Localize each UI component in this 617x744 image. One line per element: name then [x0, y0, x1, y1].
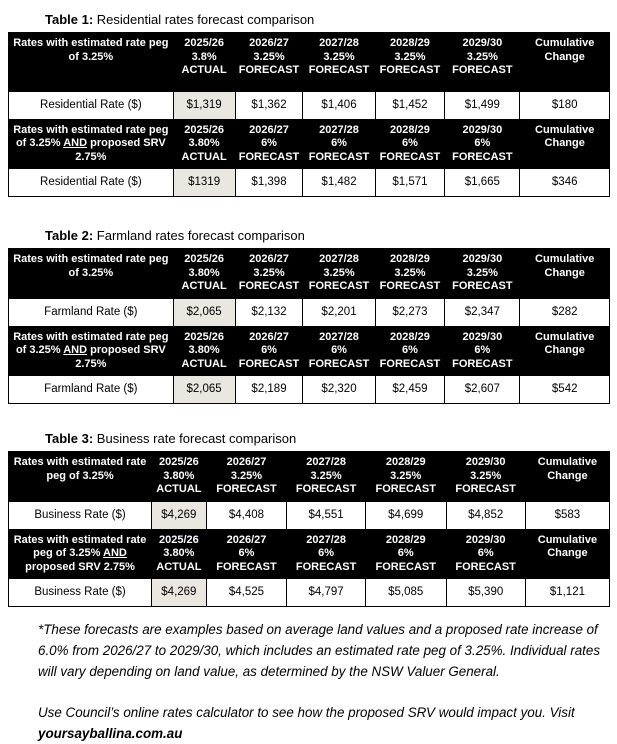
criteria-and: AND [103, 547, 127, 559]
year-period: 2027/28 [319, 253, 359, 265]
year-kind: FORECAST [379, 150, 441, 163]
year-period: 2027/28 [319, 37, 359, 49]
row-label-cell: Business Rate ($) [9, 501, 152, 529]
year-period: 2027/28 [319, 330, 359, 343]
row-label-cell: Residential Rate ($) [9, 169, 174, 197]
rate-value-cell-actual: $1319 [173, 169, 235, 197]
rate-value-cell: $2,189 [235, 376, 303, 404]
criteria-text: Rates with estimated rate peg of 3.25% [13, 123, 169, 149]
year-period: 2025/26 [158, 456, 199, 468]
year-period: 2025/26 [184, 123, 224, 136]
year-header-cell [375, 33, 445, 92]
year-header-cell [235, 33, 303, 92]
year-header-cell [173, 33, 235, 92]
year-rate: 6% [474, 137, 491, 149]
rate-value-cell: $4,551 [287, 501, 366, 529]
year-kind: ACTUAL [181, 280, 227, 292]
table-3-title [45, 431, 617, 447]
year-header-cell [235, 119, 303, 169]
year-period: 2029/30 [465, 533, 506, 546]
rate-value-cell: $4,699 [365, 501, 446, 529]
year-kind: FORECAST [238, 357, 300, 370]
table-3-title-text: Business rate forecast comparison [96, 431, 297, 446]
cumulative-value-cell: $1,121 [525, 579, 609, 607]
rate-value-cell-actual: $2,065 [173, 376, 235, 404]
criteria-header-cell [9, 326, 174, 376]
year-period: 2025/26 [184, 330, 224, 343]
year-kind: FORECAST [238, 280, 300, 292]
year-kind: FORECAST [379, 64, 441, 76]
year-rate: 3.25% [466, 266, 498, 279]
year-header-cell [375, 326, 445, 376]
rate-value-cell: $4,852 [446, 501, 525, 529]
year-period: 2028/29 [390, 123, 430, 136]
rate-value-cell: $2,459 [375, 376, 445, 404]
year-rate: 3.25% [390, 469, 422, 482]
year-period: 2026/27 [249, 123, 289, 136]
rate-value-cell-actual: $4,269 [152, 501, 207, 529]
year-kind: FORECAST [379, 357, 441, 370]
year-kind: FORECAST [455, 483, 516, 495]
year-rate: 3.80% [163, 469, 195, 482]
business-srv-data-row [9, 579, 610, 607]
residential-peg-data-row [9, 91, 610, 119]
table-1-title-text: Residential rates forecast comparison [96, 12, 315, 27]
year-header-cell [446, 529, 525, 579]
year-rate: 3.80% [188, 344, 220, 356]
year-kind: ACTUAL [181, 357, 227, 370]
year-period: 2028/29 [385, 456, 426, 468]
cumulative-header-cell: Cumulative Change [520, 33, 610, 92]
year-header-cell [445, 119, 520, 169]
year-header-cell [206, 452, 287, 502]
row-label-cell: Farmland Rate ($) [9, 298, 174, 326]
year-period: 2029/30 [462, 330, 503, 343]
year-rate: 3.80% [163, 547, 195, 559]
document-page [0, 12, 617, 741]
rate-value-cell: $1,571 [375, 169, 445, 197]
rate-value-cell: $1,452 [375, 91, 445, 119]
year-period: 2029/30 [462, 123, 503, 136]
year-period: 2025/26 [184, 253, 224, 265]
business-peg-header-row [9, 452, 610, 502]
criteria-header-cell [9, 33, 174, 92]
year-kind: ACTUAL [156, 560, 202, 573]
year-kind: FORECAST [308, 280, 370, 292]
year-kind: ACTUAL [181, 150, 227, 163]
year-kind: ACTUAL [156, 483, 202, 495]
year-rate: 3.25% [253, 50, 285, 63]
year-kind: FORECAST [308, 357, 370, 370]
year-kind: FORECAST [375, 560, 436, 573]
year-rate: 3.25% [394, 266, 426, 279]
year-header-cell [445, 249, 520, 299]
year-header-cell [375, 249, 445, 299]
cumulative-value-cell: $180 [520, 91, 610, 119]
year-period: 2027/28 [306, 456, 346, 468]
criteria-text: Rates with estimated rate peg of 3.25% [13, 253, 169, 279]
year-kind: FORECAST [295, 560, 357, 573]
table-2-title-text: Farmland rates forecast comparison [96, 228, 305, 243]
year-kind: FORECAST [455, 560, 516, 573]
rate-value-cell: $1,362 [235, 91, 303, 119]
year-header-cell [303, 119, 375, 169]
year-header-cell [173, 119, 235, 169]
cumulative-value-cell: $282 [520, 298, 610, 326]
year-kind: FORECAST [308, 64, 370, 76]
year-period: 2025/26 [158, 533, 199, 546]
year-kind: FORECAST [216, 483, 277, 495]
cta-sentence: Use Council’s online rates calculator to see how the proposed SRV would impact you. Visit [38, 705, 575, 720]
year-period: 2026/27 [249, 253, 289, 265]
year-kind: FORECAST [452, 64, 513, 76]
business-peg-data-row [9, 501, 610, 529]
year-header-cell [287, 452, 366, 502]
cumulative-value-cell: $583 [525, 501, 609, 529]
year-header-cell [365, 452, 446, 502]
year-rate: 6% [477, 547, 494, 559]
row-label-cell: Farmland Rate ($) [9, 376, 174, 404]
criteria-header-cell [9, 529, 152, 579]
residential-srv-header-row [9, 119, 610, 169]
rate-value-cell: $1,398 [235, 169, 303, 197]
year-period: 2026/27 [226, 533, 267, 546]
criteria-text: Rates with estimated rate peg of 3.25% [13, 456, 147, 482]
year-header-cell [235, 326, 303, 376]
rate-value-cell-actual: $1,319 [173, 91, 235, 119]
year-period: 2026/27 [226, 456, 267, 468]
criteria-header-cell [9, 249, 174, 299]
rate-value-cell: $2,132 [235, 298, 303, 326]
cumulative-value-cell: $542 [520, 376, 610, 404]
cta-link[interactable]: yoursayballina.com.au [38, 726, 183, 741]
row-label-cell: Business Rate ($) [9, 579, 152, 607]
year-kind: FORECAST [238, 64, 300, 76]
farmland-srv-header-row [9, 326, 610, 376]
year-kind: FORECAST [379, 280, 441, 292]
year-period: 2028/29 [385, 533, 426, 546]
year-period: 2029/30 [462, 253, 503, 265]
year-rate: 3.25% [323, 50, 355, 63]
year-rate: 3.25% [310, 469, 342, 482]
calculator-cta [38, 702, 603, 744]
rate-value-cell: $2,607 [445, 376, 520, 404]
business-srv-header-row [9, 529, 610, 579]
year-period: 2029/30 [462, 37, 503, 49]
rate-value-cell: $2,320 [303, 376, 375, 404]
rate-value-cell: $5,390 [446, 579, 525, 607]
year-rate: 6% [261, 344, 277, 356]
criteria-header-cell [9, 119, 174, 169]
year-kind: FORECAST [308, 150, 370, 163]
rate-value-cell: $1,482 [303, 169, 375, 197]
criteria-and: AND [63, 137, 88, 149]
residential-rates-table [8, 32, 610, 197]
table-1-title-label: Table 1: [45, 12, 94, 27]
year-rate: 3.25% [466, 50, 498, 63]
table-2-title-label: Table 2: [45, 228, 94, 243]
year-header-cell [173, 326, 235, 376]
year-kind: ACTUAL [181, 64, 227, 76]
year-rate: 3.80% [188, 266, 220, 279]
year-kind: FORECAST [375, 483, 436, 495]
business-rates-table [8, 451, 610, 607]
year-rate: 3.25% [253, 266, 285, 279]
rate-value-cell: $2,347 [445, 298, 520, 326]
rate-value-cell: $5,085 [365, 579, 446, 607]
year-period: 2028/29 [390, 37, 430, 49]
year-kind: FORECAST [452, 150, 513, 163]
year-rate: 3.25% [323, 266, 355, 279]
year-period: 2025/26 [184, 37, 224, 49]
year-period: 2027/28 [306, 533, 346, 546]
criteria-text: Rates with estimated rate peg of 3.25% [13, 37, 169, 63]
year-period: 2027/28 [319, 123, 359, 136]
year-kind: FORECAST [295, 483, 357, 495]
year-rate: 6% [261, 137, 277, 149]
year-header-cell [152, 452, 207, 502]
farmland-rates-table [8, 248, 610, 404]
year-rate: 6% [397, 547, 414, 559]
forecast-footnote: *These forecasts are examples based on average land values and a proposed rate increase of 6.0% from 2026/27 to 2029/30, which includes an estimated rate peg of 3.25%. Individual rates will vary depending on land value, as determined by the NSW Valuer General. [38, 622, 601, 679]
year-header-cell [445, 326, 520, 376]
year-header-cell [206, 529, 287, 579]
rate-value-cell: $2,273 [375, 298, 445, 326]
rate-value-cell: $1,499 [445, 91, 520, 119]
year-header-cell [235, 249, 303, 299]
year-rate: 3.25% [230, 469, 263, 482]
table-1-title [45, 12, 617, 28]
rate-value-cell: $2,201 [303, 298, 375, 326]
year-rate: 6% [401, 344, 418, 356]
year-kind: FORECAST [452, 357, 513, 370]
year-rate: 6% [238, 547, 255, 559]
cumulative-header-cell: Cumulative Change [525, 529, 609, 579]
year-header-cell [445, 33, 520, 92]
criteria-text-after: proposed SRV 2.75% [75, 344, 166, 370]
criteria-header-cell [9, 452, 152, 502]
cumulative-header-cell: Cumulative Change [520, 249, 610, 299]
rate-value-cell: $1,406 [303, 91, 375, 119]
year-rate: 6% [331, 344, 347, 356]
rate-value-cell: $4,525 [206, 579, 287, 607]
cumulative-header-cell: Cumulative Change [525, 452, 609, 502]
farmland-peg-header-row [9, 249, 610, 299]
year-rate: 6% [331, 137, 347, 149]
rate-value-cell: $4,797 [287, 579, 366, 607]
year-rate: 3.25% [394, 50, 426, 63]
table-2-title [45, 228, 617, 244]
year-header-cell [303, 33, 375, 92]
criteria-and: AND [63, 344, 88, 356]
residential-srv-data-row [9, 169, 610, 197]
cumulative-header-cell: Cumulative Change [520, 119, 610, 169]
year-rate: 6% [474, 344, 491, 356]
rate-value-cell-actual: $4,269 [152, 579, 207, 607]
residential-peg-header-row [9, 33, 610, 92]
table-3-title-label: Table 3: [45, 431, 94, 446]
rate-value-cell: $1,665 [445, 169, 520, 197]
farmland-srv-data-row [9, 376, 610, 404]
criteria-text-after: proposed SRV 2.75% [75, 137, 166, 163]
criteria-text: Rates with estimated rate peg of 3.25% [13, 533, 147, 559]
year-header-cell [152, 529, 207, 579]
year-kind: FORECAST [216, 560, 277, 573]
rate-value-cell: $4,408 [206, 501, 287, 529]
cumulative-header-cell: Cumulative Change [520, 326, 610, 376]
year-rate: 6% [318, 547, 335, 559]
year-header-cell [287, 529, 366, 579]
farmland-peg-data-row [9, 298, 610, 326]
year-header-cell [365, 529, 446, 579]
year-header-cell [173, 249, 235, 299]
year-period: 2026/27 [249, 330, 289, 343]
year-header-cell [375, 119, 445, 169]
rate-value-cell-actual: $2,065 [173, 298, 235, 326]
year-period: 2028/29 [390, 253, 430, 265]
year-rate: 6% [401, 137, 418, 149]
cumulative-value-cell: $346 [520, 169, 610, 197]
year-period: 2028/29 [390, 330, 430, 343]
year-rate: 3.80% [188, 137, 220, 149]
row-label-cell: Residential Rate ($) [9, 91, 174, 119]
criteria-text-after: proposed SRV 2.75% [25, 560, 135, 573]
year-header-cell [303, 326, 375, 376]
year-header-cell [303, 249, 375, 299]
year-header-cell [446, 452, 525, 502]
year-period: 2029/30 [465, 456, 506, 468]
year-rate: 3.8% [191, 50, 217, 63]
year-kind: FORECAST [238, 150, 300, 163]
year-rate: 3.25% [470, 469, 502, 482]
year-kind: FORECAST [452, 280, 513, 292]
criteria-text: Rates with estimated rate peg of 3.25% [13, 330, 169, 356]
year-period: 2026/27 [249, 37, 289, 49]
